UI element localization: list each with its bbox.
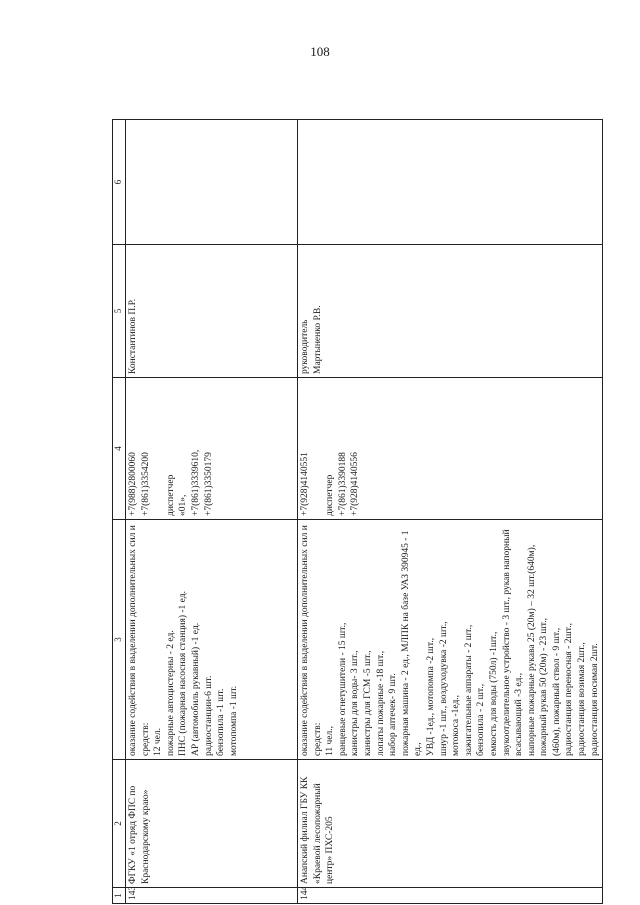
rotated-table-container bbox=[112, 120, 603, 904]
means-cell: оказание содействия в выделении дополнительных сил и средств: 11 чел., ранцевые огнетушители - 15 шт., канистры для воды- 3 шт., канистры для ГСМ -5 шт., лопаты пожарные -18 шт., набор аптечек- 9 шт. пожарная машина - 2 ед., МЛПК на базе УАЗ 390945 - 1 ед., УВД -1ед., мотопомпа -2 шт., шнур -1 шт., воздуходувка -2 шт., мотокоса -1ед., зажигательные аппараты - 2 шт., бензопила - 2 шт., емкость для воды (750л) -1шт., звукоотделительное устройство - 3 шт., рукав напорный всасывающий -3 ед., напорные пожарные рукава 25 (20м) – 32 шт.(640м), пожарный рукав 50 (20м) - 23 шт., (460м), пожарный ствол - 9 шт., радиостанция переносная - 2шт., радиостанция возимая 2шт., радиостанция носимая 2шт. bbox=[298, 520, 603, 760]
responsible-cell: руководитель Мартыненко Р.В. bbox=[298, 245, 603, 378]
table-row bbox=[298, 120, 603, 904]
header-cell: 3 bbox=[113, 520, 126, 760]
row-number-cell: 143 bbox=[126, 888, 298, 904]
organization-cell: Анапский филиал ГБУ КК «Краевой лесопожарный центр» ПХС-205 bbox=[298, 760, 603, 888]
header-cell: 1 bbox=[113, 888, 126, 904]
header-cell: 5 bbox=[113, 245, 126, 378]
table-row bbox=[126, 120, 298, 904]
responsible-cell: Константинов П.Р. bbox=[126, 245, 298, 378]
notes-cell bbox=[298, 120, 603, 245]
header-cell: 4 bbox=[113, 378, 126, 520]
phones-cell: +7(988)2800060 +7(861)3354200 диспетчер «01», +7(861)3339610, +7(861)3350179 bbox=[126, 378, 298, 520]
page-number: 108 bbox=[310, 44, 330, 59]
row-number-cell: 144 bbox=[298, 888, 603, 904]
resources-table bbox=[112, 119, 603, 904]
notes-cell bbox=[126, 120, 298, 245]
header-cell: 2 bbox=[113, 760, 126, 888]
phones-cell: +7(928)4140551 диспетчер +7(861)3390188 +7(928)4140556 bbox=[298, 378, 603, 520]
organization-cell: ФГКУ «1 отряд ФПС по Краснодарскому краю» bbox=[126, 760, 298, 888]
table-header-row bbox=[113, 120, 126, 904]
header-cell: 6 bbox=[113, 120, 126, 245]
means-cell: оказание содействия в выделении дополнительных сил и средств: 12 чел. пожарные автоцистерны - 2 ед. ПНС (пожарная насосная станция) -1 ед. АР (автомобиль рукавный) -1 ед. радиостанции-6 шт. бензопила -1 шт. мотопомпа -1 шт. bbox=[126, 520, 298, 760]
